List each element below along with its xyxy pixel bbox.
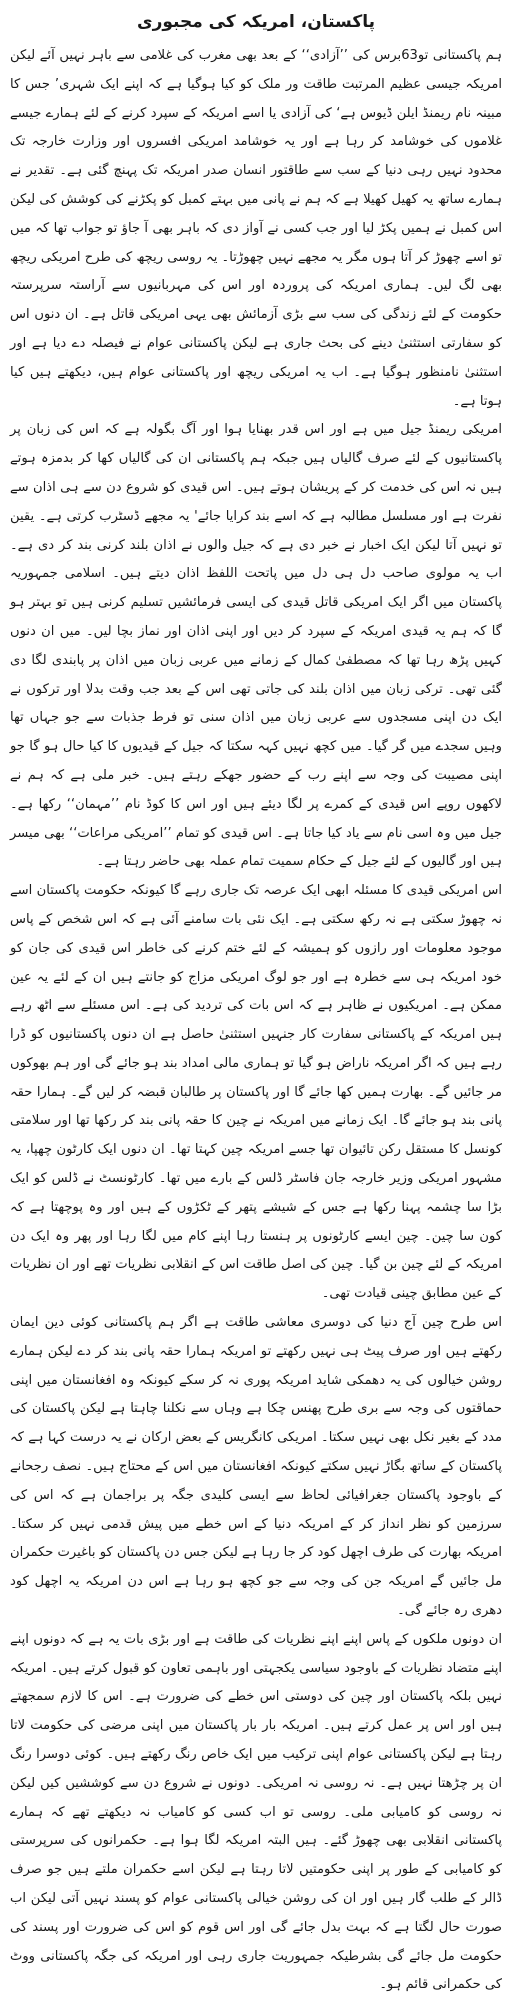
article-paragraph: ہم پاکستانی تو63برس کی ’’آزادی‘‘ کے بعد بھی مغرب کی غلامی سے باہر نہیں آئے لیکن امریکہ جیسی عظیم المرتبت طاقت ور ملک کو کیا ہوگیا ہے کہ اپنے ایک شہری’ جس کا مبینہ نام ریمنڈ ایلن ڈیوس ہے‘ کی آزادی یا اسے امریکہ کے سپرد کرنے کے لئے ہمارے جیسے غلاموں کی خوشامد کر رہا ہے اور یہ خوشامد امریکی افسروں اور وزارت خارجہ تک محدود نہیں رہی دنیا کے سب سے طاقتور انسان صدر امریکہ تک پہنچ گئی ہے۔ تقدیر نے ہمارے ساتھ یہ کھیل کھیلا ہے کہ ہم نے پانی میں بہتے کمبل کو پکڑنے کی کوشش کی لیکن اس کمبل نے ہمیں پکڑ لیا اور جب کسی نے آواز دی کہ باہر بھی آ جاؤ تو جواب تھا کہ میں تو اسے چھوڑ کر آتا ہوں مگر یہ مجھے نہیں چھوڑتا۔ یہ روسی ریچھ کی طرح امریکی ریچھ بھی لگ لیں۔ ہماری امریکہ کی پروردہ اور اس کی مہربانیوں سے آراستہ سرپرستہ حکومت کے لئے زندگی کی سب سے بڑی آزمائش بھی یہی امریکی قاتل ہے۔ ان دنوں اس کو سفارتی استثنیٰ دینے کی بحث جاری ہے لیکن پاکستانی عوام نے فیصلہ دے دیا ہے اور استثنیٰ نامنظور ہوگیا ہے۔ اب یہ امریکی ریچھ اور پاکستانی عوام ہیں، دیکھتے ہیں کیا ہوتا ہے۔: [10, 48, 502, 409]
article-paragraph: امریکی ریمنڈ جیل میں ہے اور اس قدر بھنایا ہوا اور آگ بگولہ ہے کہ اس کی زبان پر پاکستانیوں کے لئے صرف گالیاں ہیں جبکہ ہم پاکستانی ان کی گالیاں کھا کر بدمزہ ہوتے ہیں نہ اس کی خدمت کر کے پریشان ہوتے ہیں۔ اس قیدی کو شروع دن سے ہی اذان سے نفرت ہے اور مسلسل مطالبہ ہے کہ اسے بند کرایا جائے' یہ مجھے ڈسٹرب کرتی ہے۔ یقین تو نہیں آتا لیکن ایک اخبار نے خبر دی ہے کہ جیل والوں نے اذان بلند کرنی بند کر دی ہے۔ اب یہ مولوی صاحب دل ہی دل میں پاتحت اللفظ اذان دیتے ہیں۔ اسلامی جمہوریہ پاکستان میں اگر ایک امریکی قاتل قیدی کی ایسی فرمائشیں تسلیم کرنی ہیں تو بہتر ہو گا کہ ہم یہ قیدی امریکہ کے سپرد کر دیں اور اپنی اذان اور نماز بچا لیں۔ میں ان دنوں کہیں پڑھ رہا تھا کہ مصطفیٰ کمال کے زمانے میں عربی زبان میں اذان پر پابندی لگا دی گئی تھی۔ ترکی زبان میں اذان بلند کی جاتی تھی اس کے بعد جب وقت بدلا اور ترکوں نے ایک دن اپنی مسجدوں سے عربی زبان میں اذان سنی تو فرط جذبات سے جو جہاں تھا وہیں سجدے میں گر گیا۔ میں کچھ نہیں کہہ سکتا کہ جیل کے قیدیوں کا کیا حال ہو گا جو اپنی مصیبت کی وجہ سے اپنے رب کے حضور جھکے رہتے ہیں۔ خبر ملی ہے کہ ہم نے لاکھوں روپے اس قیدی کے کمرے پر لگا دیئے ہیں اور اس کا کوڈ نام ’’مہمان‘‘ رکھا ہے۔ جیل میں وہ اسی نام سے یاد کیا جاتا ہے۔ اس قیدی کو تمام ’’امریکی مراعات‘‘ بھی میسر ہیں اور گالیوں کے لئے جیل کے حکام سمیت تمام عملہ بھی حاضر رہتا ہے۔: [10, 422, 502, 870]
article-paragraph: ان دونوں ملکوں کے پاس اپنے اپنے نظریات کی طاقت ہے اور بڑی بات یہ ہے کہ دونوں اپنے اپنے متضاد نظریات کے باوجود سیاسی یکجہتی اور باہمی تعاون کو قبول کرتے ہیں۔ امریکہ نہیں بلکہ پاکستان اور چین کی دوستی اس خطے کی ضرورت ہے۔ اس کا لازم سمجھتے ہیں اور اس پر عمل کرتے ہیں۔ امریکہ بار بار پاکستان میں اپنی مرضی کی حکومت لاتا رہتا ہے لیکن پاکستانی عوام اپنی ترکیب میں ایک خاص رنگ رکھتے ہیں۔ کوئی دوسرا رنگ ان پر چڑھتا نہیں ہے۔ نہ روسی نہ امریکی۔ دونوں نے شروع دن سے کوششیں کیں لیکن نہ روسی کو کامیابی ملی۔ روسی تو اب کسی کو کامیاب نہ دیکھتے تھے کہ ہمارے پاکستانی انقلابی بھی چھوڑ گئے۔ ہیں البتہ امریکہ لگا ہوا ہے۔ حکمرانوں کی سرپرستی کو کامیابی کے طور پر اپنی حکومتیں لاتا رہتا ہے لیکن اسے حکمران ملتے ہیں جو صرف ڈالر کے طلب گار ہیں اور ان کی روشن خیالی پاکستانی عوام کو پسند نہیں آتی لیکن اب صورت حال لگتا ہے کہ بہت بدل جائے گی اور اس قوم کو اس کی ضرورت اور پسند کی حکومت مل جائے گی بشرطیکہ جمہوریت جاری رہی اور امریکہ کی جگہ پاکستانی ووٹ کی حکمرانی قائم ہو۔: [9, 1631, 502, 1993]
article-headline: پاکستان، امریکہ کی مجبوری: [137, 12, 375, 32]
article-paragraph: اس امریکی قیدی کا مسئلہ ابھی ایک عرصہ تک جاری رہے گا کیونکہ حکومت پاکستان اسے نہ چھوڑ سکتی ہے نہ رکھ سکتی ہے۔ ایک نئی بات سامنے آئی ہے کہ اس شخص کے پاس موجود معلومات اور رازوں کو ہمیشہ کے لئے ختم کرنے کی خاطر اس قیدی کی جان کو خود امریکہ ہی سے خطرہ ہے اور جو لوگ امریکی مزاج کو جانتے ہیں ان کے لئے یہ عین ممکن ہے۔ امریکیوں نے ظاہر ہے کہ اس بات کی تردید کی ہے۔ اس مسئلے سے اٹھ رہے ہیں امریکہ کے پاکستانی سفارت کار جنہیں استثنیٰ حاصل ہے ان دنوں پاکستانیوں کو ڈرا رہے ہیں کہ اگر امریکہ ناراض ہو گیا تو ہماری مالی امداد بند ہو جائے گی اور ہم بھوکوں مر جائیں گے۔ بھارت ہمیں کھا جائے گا اور پاکستان پر طالبان قبضہ کر لیں گے۔ ہمارا حقہ پانی بند ہو جائے گا۔ ایک زمانے میں امریکہ نے چین کا حقہ پانی بند کر رکھا تھا اور سلامتی کونسل کا مستقل رکن تائیوان تھا جسے امریکہ چین کہتا تھا۔ ان دنوں ایک کارٹون چھپا، یہ مشہور امریکی وزیر خارجہ جان فاسٹر ڈلس کے بارے میں تھا۔ کارٹونسٹ نے ڈلس کو ایک بڑا سا چشمہ پہنا رکھا ہے جس کے شیشے پتھر کے ٹکڑوں کے ہیں اور وہ پوچھتا ہے کہ کون سا چین۔ چین ایسے کارٹونوں پر ہنستا رہا اپنے کام میں لگا رہا اور پھر وہ ایک دن امریکہ کے لئے چین بن گیا۔ چین کی اصل طاقت اس کے انقلابی نظریات تھے اور ان نظریات کے عین مطابق چینی قیادت تھی۔: [10, 883, 502, 1302]
article-body: [10, 42, 502, 2000]
article-paragraph: اس طرح چین آج دنیا کی دوسری معاشی طاقت ہے اگر ہم پاکستانی کوئی دین ایمان رکھتے ہیں اور صرف پیٹ ہی نہیں رکھتے تو امریکہ ہمارا حقہ پانی بند کر دے لیکن ہمارے روشن خیالوں کی یہ دھمکی شاید امریکہ پوری نہ کر سکے کیونکہ وہ افغانستان میں اپنی حماقتوں کی وجہ سے بری طرح پھنس چکا ہے وہاں سے نکلنا چاہتا ہے لیکن پاکستان کی مدد کے بغیر نکل بھی نہیں سکتا۔ امریکی کانگریس کے بعض ارکان نے یہ درست کہا ہے کہ پاکستان کے ساتھ بگاڑ نہیں سکتے کیونکہ افغانستان میں اس کے محتاج ہیں۔ نصف رجحانے کے باوجود پاکستان جغرافیائی لحاظ سے ایسی کلیدی جگہ پر براجمان ہے کہ اس کی سرزمین کو نظر انداز کر کے امریکہ دنیا کے اس خطے میں پیش قدمی نہیں کر سکتا۔ امریکہ بھارت کی طرف اچھل کود کر جا رہا ہے لیکن جس دن پاکستان کو باغیرت حکمران مل جائیں گے امریکہ جن کی وجہ سے جو کچھ ہو رہا ہے اس دن امریکہ یہ اچھل کود دھری رہ جائے گی۔: [10, 1315, 502, 1619]
